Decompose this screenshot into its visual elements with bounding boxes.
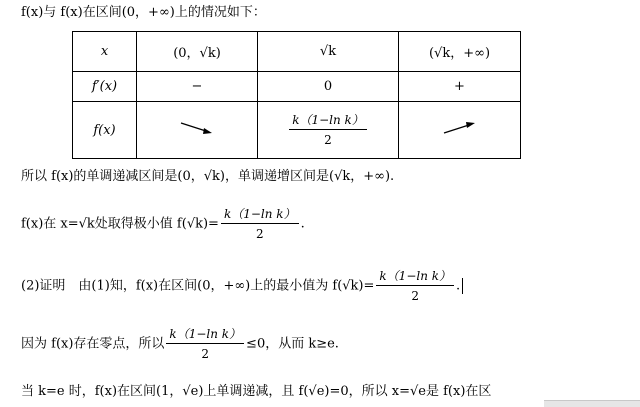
scrollbar-track[interactable] xyxy=(544,400,640,407)
table-row-function xyxy=(73,102,521,159)
zero-tail: ≤0，从而 k≥e. xyxy=(246,336,339,352)
cell-interval-1: (0，√k) xyxy=(137,32,258,72)
fraction-denominator: 2 xyxy=(411,289,420,303)
decreasing-arrow-icon xyxy=(179,120,215,136)
table-row-derivative xyxy=(73,72,521,102)
cell-func-label: f(x) xyxy=(73,102,137,159)
table-row-header xyxy=(73,32,521,72)
cell-func-value xyxy=(258,102,399,159)
minimum-fraction xyxy=(221,206,299,242)
proof-tail: . xyxy=(456,278,461,294)
fraction-numerator: k（1−ln k） xyxy=(221,206,299,224)
cell-critical: √k xyxy=(258,32,399,72)
proof-lead: (2)证明 由(1)知，f(x)在区间(0，+∞)上的最小值为 f(√k)= xyxy=(21,278,375,294)
minimum-tail: . xyxy=(300,216,305,232)
monotonic-line: 所以 f(x)的单调递减区间是(0，√k)，单调递增区间是(√k，+∞). xyxy=(21,169,395,184)
proof-fraction xyxy=(376,268,454,304)
text-cursor xyxy=(462,278,463,294)
intro-line xyxy=(21,4,266,22)
fraction-numerator: k（1−ln k） xyxy=(289,112,367,130)
increasing-arrow-icon xyxy=(442,120,478,136)
cell-func-arrow-1 xyxy=(137,102,258,159)
proof-line xyxy=(21,268,463,304)
cell-func-arrow-2 xyxy=(399,102,521,159)
zero-fraction xyxy=(166,326,244,362)
cell-var: x xyxy=(73,32,137,72)
cell-deriv-value: 0 xyxy=(258,72,399,102)
fraction-denominator: 2 xyxy=(201,347,210,361)
zero-lead: 因为 f(x)存在零点，所以 xyxy=(21,336,165,352)
cell-interval-2: (√k，+∞) xyxy=(399,32,521,72)
minimum-lead: f(x)在 x=√k处取得极小值 f(√k)= xyxy=(21,216,219,232)
fraction-denominator: 2 xyxy=(255,227,264,241)
fraction-denominator: 2 xyxy=(324,133,332,147)
last-line: 当 k=e 时，f(x)在区间(1，√e)上单调递减，且 f(√e)=0，所以 x=√e是 f(x)在区 xyxy=(21,384,492,399)
intro-text-content: f(x)与 f(x)在区间(0，+∞)上的情况如下： xyxy=(21,5,266,20)
fraction-numerator: k（1−ln k） xyxy=(166,326,244,344)
cell-deriv-sign-1: − xyxy=(137,72,258,102)
fraction-numerator: k（1−ln k） xyxy=(376,268,454,286)
cell-deriv-label: f′(x) xyxy=(73,72,137,102)
zero-line xyxy=(21,326,339,362)
func-value-fraction xyxy=(289,112,367,148)
cell-deriv-sign-2: + xyxy=(399,72,521,102)
sign-table xyxy=(72,31,521,159)
minimum-line xyxy=(21,206,305,242)
